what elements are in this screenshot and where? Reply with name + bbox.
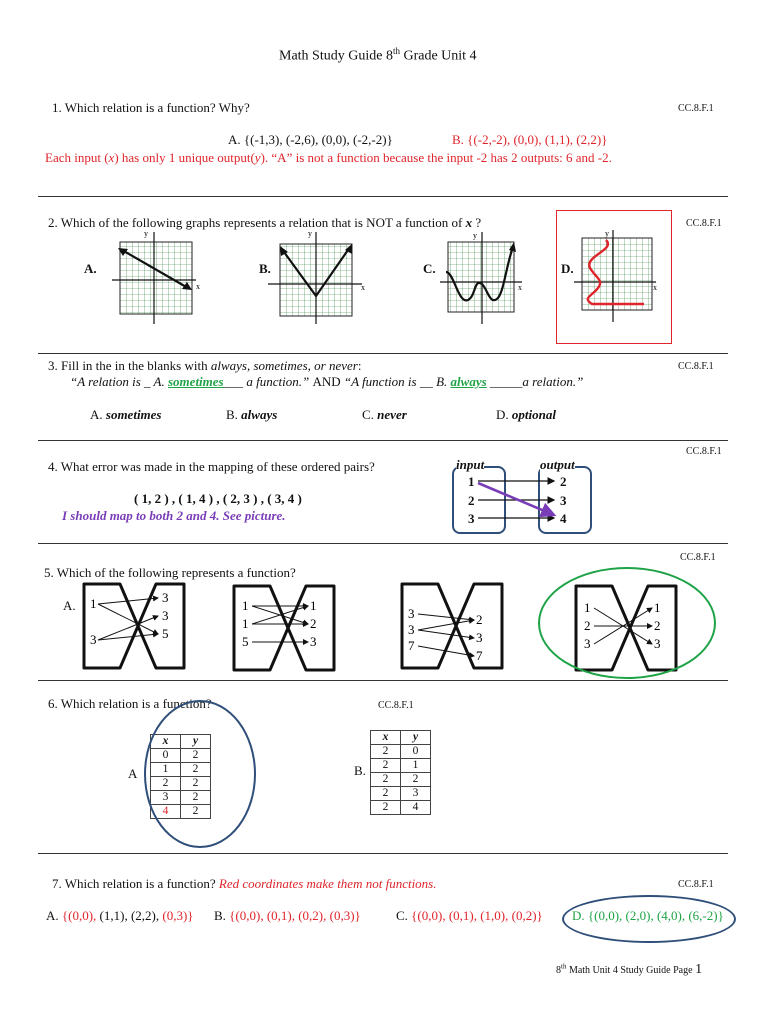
- svg-text:1: 1: [242, 598, 249, 613]
- q2-label-b: B.: [259, 261, 271, 276]
- q2-label-c: C.: [423, 261, 436, 276]
- q5-answer-circle: [538, 567, 716, 679]
- svg-text:x: x: [653, 283, 657, 292]
- q5-mapping-b: [230, 584, 340, 674]
- graph-b: [262, 228, 372, 328]
- q6-question: 6. Which relation is a function?: [48, 696, 212, 711]
- q5-question: 5. Which of the following represents a function?: [44, 565, 296, 580]
- x-axis-label: x: [196, 282, 200, 291]
- q1-option-a: A. {(-1,3), (-2,6), (0,0), (-2,-2)}: [228, 132, 393, 147]
- svg-text:7: 7: [476, 648, 483, 663]
- q4-ordered-pairs: ( 1, 2 ) , ( 1, 4 ) , ( 2, 3 ) , ( 3, 4 ): [134, 491, 302, 506]
- svg-text:x: x: [361, 283, 365, 292]
- q3-question: 3. Fill in the in the blanks with always, sometimes, or never:: [48, 358, 362, 373]
- divider: [38, 196, 728, 197]
- q1-question: 1. Which relation is a function? Why?: [52, 100, 250, 115]
- q1-standard-code: CC.8.F.1: [678, 103, 714, 114]
- q1-option-b: B. {(-2,-2), (0,0), (1,1), (2,2)}: [452, 132, 608, 147]
- svg-text:3: 3: [408, 622, 415, 637]
- q1-explanation: Each input (x) has only 1 unique output(y). “A” is not a function because the input -2 has 2 outputs: 6 and -2.: [45, 150, 612, 165]
- divider: [38, 543, 728, 544]
- q3-statement: “A relation is _ A. sometimes___ a function.” AND “A function is __ B. always _____a relation.”: [70, 374, 584, 389]
- q5-standard-code: CC.8.F.1: [680, 552, 716, 563]
- svg-text:2: 2: [476, 612, 483, 627]
- q3-option-a: A. sometimes: [90, 407, 162, 422]
- q6-answer-circle: [144, 700, 256, 848]
- q5-label-a: A.: [63, 598, 76, 613]
- svg-text:3: 3: [90, 632, 97, 647]
- svg-text:y: y: [605, 229, 609, 238]
- q4-mapping-arrows: [440, 460, 580, 540]
- q7-option-d: D. {(0,0), (2,0), (4,0), (6,-2)}: [572, 908, 724, 923]
- q6-table-b: x y 2 0 2 1 2 2 2 3 2 4: [370, 730, 431, 815]
- divider: [38, 680, 728, 681]
- svg-text:5: 5: [242, 634, 249, 649]
- q4-input-3: 3: [468, 511, 475, 526]
- svg-text:3: 3: [584, 636, 591, 651]
- q4-output-4: 4: [560, 511, 567, 526]
- q2-label-d: D.: [561, 261, 574, 276]
- svg-text:3: 3: [654, 636, 661, 651]
- svg-text:2: 2: [310, 616, 317, 631]
- q5-mapping-a: [80, 582, 190, 672]
- q7-option-a: A. {(0,0), (1,1), (2,2), (0,3)}: [46, 908, 194, 923]
- graph-a: [108, 228, 208, 328]
- q2-question: 2. Which of the following graphs represents a relation that is NOT a function of x ?: [48, 215, 482, 230]
- q6-label-a: A: [128, 766, 138, 781]
- svg-text:2: 2: [584, 618, 591, 633]
- svg-text:5: 5: [162, 626, 169, 641]
- q4-input-1: 1: [468, 474, 475, 489]
- q4-output-label: output: [540, 457, 575, 472]
- q5-mapping-c: [398, 582, 508, 672]
- q4-standard-code: CC.8.F.1: [686, 446, 722, 457]
- divider: [38, 440, 728, 441]
- q7-question: 7. Which relation is a function? Red coordinates make them not functions.: [52, 876, 437, 891]
- q4-output-3: 3: [560, 493, 567, 508]
- q4-question: 4. What error was made in the mapping of these ordered pairs?: [48, 459, 375, 474]
- svg-text:1: 1: [90, 596, 97, 611]
- q3-option-c: C. never: [362, 407, 407, 422]
- svg-text:3: 3: [476, 630, 483, 645]
- q7-standard-code: CC.8.F.1: [678, 879, 714, 890]
- divider: [38, 853, 728, 854]
- q2-standard-code: CC.8.F.1: [686, 218, 722, 229]
- graph-c: [432, 228, 532, 328]
- svg-text:7: 7: [408, 638, 415, 653]
- page-footer: 8th Math Unit 4 Study Guide Page 1: [556, 962, 703, 977]
- q7-answer-circle: [562, 895, 736, 943]
- svg-text:1: 1: [242, 616, 249, 631]
- svg-text:3: 3: [162, 590, 169, 605]
- svg-text:1: 1: [310, 598, 317, 613]
- svg-text:1: 1: [654, 600, 661, 615]
- svg-text:3: 3: [408, 606, 415, 621]
- q7-option-b: B. {(0,0), (0,1), (0,2), (0,3)}: [214, 908, 361, 923]
- y-axis-label: y: [144, 229, 148, 238]
- page-title: Math Study Guide 8th Grade Unit 4: [279, 46, 477, 64]
- divider: [38, 353, 728, 354]
- svg-text:3: 3: [310, 634, 317, 649]
- graph-d: [570, 226, 670, 326]
- q4-answer: I should map to both 2 and 4. See picture.: [62, 508, 286, 523]
- q6-standard-code: CC.8.F.1: [378, 700, 414, 711]
- q3-standard-code: CC.8.F.1: [678, 361, 714, 372]
- q4-input-2: 2: [468, 493, 475, 508]
- svg-text:1: 1: [584, 600, 591, 615]
- svg-text:3: 3: [162, 608, 169, 623]
- q6-table-a: x y 0 2 1 2 2 2 3 2 4 2: [150, 734, 211, 819]
- svg-text:y: y: [308, 229, 312, 238]
- q4-input-label: input: [456, 457, 485, 472]
- q3-option-d: D. optional: [496, 407, 556, 422]
- q6-label-b: B.: [354, 763, 366, 778]
- q4-output-2: 2: [560, 474, 567, 489]
- svg-text:2: 2: [654, 618, 661, 633]
- svg-text:x: x: [518, 283, 522, 292]
- q3-option-b: B. always: [226, 407, 278, 422]
- q2-label-a: A.: [84, 261, 97, 276]
- q7-option-c: C. {(0,0), (0,1), (1,0), (0,2)}: [396, 908, 543, 923]
- svg-text:y: y: [473, 231, 477, 240]
